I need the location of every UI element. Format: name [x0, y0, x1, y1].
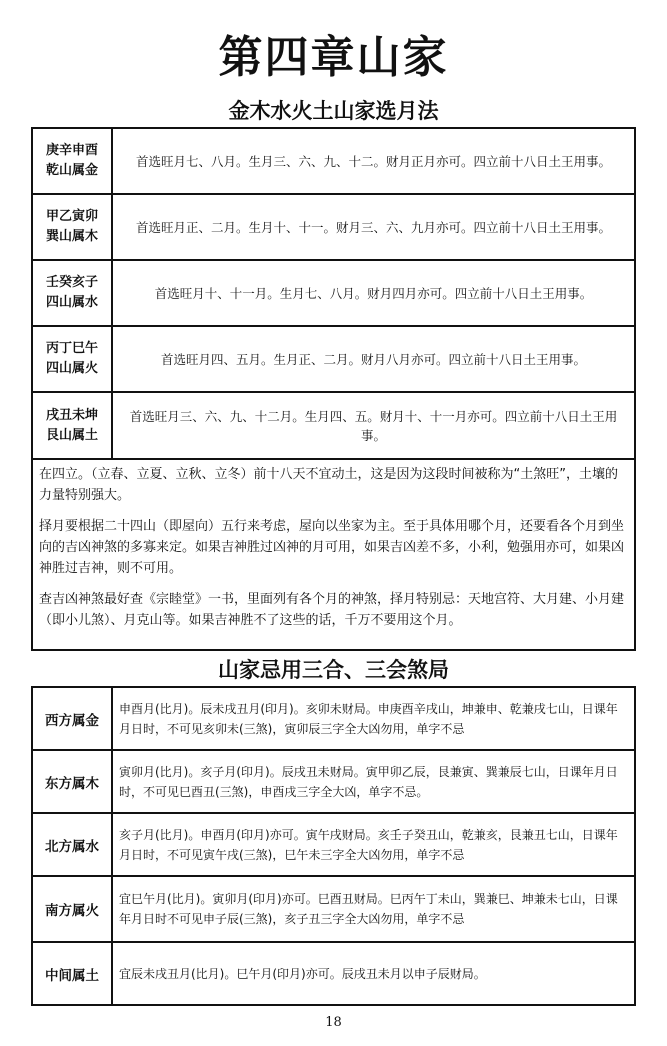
note-paragraph: 查吉凶神煞最好查《宗睦堂》一书，里面列有各个月的神煞，择月特别忌：天地宫符、大月建、小月建（即小儿煞）、月克山等。如果吉神胜不了这些的话，千万不要用这个月。	[39, 592, 625, 628]
row-label: 西方属金	[33, 688, 113, 749]
row-label	[33, 393, 113, 458]
row-content-text: 寅卯月(比月)。亥子月(印月)。辰戌丑未财局。寅甲卯乙辰，艮兼寅、巽兼辰七山，日课年月日时，不可见巳酉丑(三煞)，申酉戌三字全大凶，单字不忌。	[119, 764, 618, 799]
row-content: 首选旺月正、二月。生月十、十一。财月三、六、九月亦可。四立前十八日土王用事。	[135, 219, 611, 235]
label-line-2: 乾山属金	[45, 163, 98, 178]
row-label	[33, 327, 113, 391]
table-row	[33, 195, 634, 261]
row-content: 首选旺月三、六、九、十二月。生月四、五。财月十、十一月亦可。四立前十八日土王用事。	[129, 408, 618, 443]
label-line-2: 巽山属木	[45, 229, 98, 244]
chapter-title: 第四章山家	[218, 32, 449, 83]
page-number: 18	[325, 1015, 342, 1030]
row-label: 东方属木	[33, 751, 113, 812]
label-line-1: 庚辛申酉	[45, 143, 98, 158]
table-row	[33, 814, 634, 877]
row-content-text: 宜辰未戌丑月(比月)。巳午月(印月)亦可。辰戌丑未月以申子辰财局。	[119, 966, 486, 981]
table-row	[33, 327, 634, 393]
row-content	[113, 814, 634, 875]
label-line-1: 壬癸亥子	[45, 275, 98, 290]
row-label: 中间属土	[33, 943, 113, 1004]
notes-block	[33, 460, 634, 649]
label-line-1: 甲乙寅卯	[45, 209, 98, 224]
table-row	[33, 751, 634, 814]
row-content: 首选旺月十、十一月。生月七、八月。财月四月亦可。四立前十八日土王用事。	[154, 285, 593, 301]
table-row	[33, 943, 634, 1004]
label-line-2: 艮山属土	[45, 427, 98, 443]
table-row	[33, 393, 634, 460]
table-row	[33, 261, 634, 327]
row-label	[33, 129, 113, 193]
table-row	[33, 688, 634, 751]
label-line-2: 四山属火	[45, 361, 98, 376]
row-content-text: 申酉月(比月)。辰未戌丑月(印月)。亥卯未财局。申庚酉辛戌山，坤兼申、乾兼戌七山，日课年月日时，不可见亥卯未(三煞)，寅卯辰三字全大凶勿用，单字不忌	[119, 701, 618, 736]
note-paragraph: 在四立。（立春、立夏、立秋、立冬）前十八天不宜动土，这是因为这段时间被称为“土煞旺”，土壤的力量特别强大。	[39, 467, 618, 503]
row-label: 南方属火	[33, 877, 113, 941]
table-row	[33, 877, 634, 943]
row-content	[113, 688, 634, 749]
label-line-1: 丙丁巳午	[45, 341, 98, 356]
table-row	[33, 129, 634, 195]
label-line-2: 四山属水	[45, 295, 98, 310]
row-content: 首选旺月七、八月。生月三、六、九、十二。财月正月亦可。四立前十八日土王用事。	[135, 153, 611, 169]
section-title-avoid-combinations: 山家忌用三合、三会煞局	[218, 658, 449, 682]
row-content-text: 宜巳午月(比月)。寅卯月(印月)亦可。巳酉丑财局。巳丙午丁未山，巽兼巳、坤兼未七山，日课年月日时不可见申子辰(三煞)，亥子丑三字全大凶勿用，单字不忌	[119, 892, 618, 926]
note-paragraph: 择月要根据二十四山（即屋向）五行来考虑，屋向以坐家为主。至于具体用哪个月，还要看各个月到坐向的吉凶神煞的多寡来定。如果吉神胜过凶神的月可用，如果吉凶差不多，小利，勉强用亦可，如果凶神胜过吉神，则不可用。	[39, 519, 625, 576]
row-label: 北方属水	[33, 814, 113, 875]
row-content-text: 亥子月(比月)。申酉月(印月)亦可。寅午戌财局。亥壬子癸丑山，乾兼亥，艮兼丑七山，日课年月日时，不可见寅午戌(三煞)，巳午未三字全大凶勿用，单字不忌	[119, 827, 618, 862]
row-label	[33, 261, 113, 325]
row-content	[113, 751, 634, 812]
row-label	[33, 195, 113, 259]
row-content	[113, 877, 634, 941]
row-content	[113, 943, 634, 1004]
row-content: 首选旺月四、五月。生月正、二月。财月八月亦可。四立前十八日土王用事。	[160, 351, 586, 367]
section-title-month-selection: 金木水火土山家选月法	[228, 99, 439, 123]
avoid-combinations-table	[31, 686, 636, 1006]
label-line-1: 戌丑未坤	[45, 407, 98, 423]
month-selection-table	[31, 127, 636, 651]
